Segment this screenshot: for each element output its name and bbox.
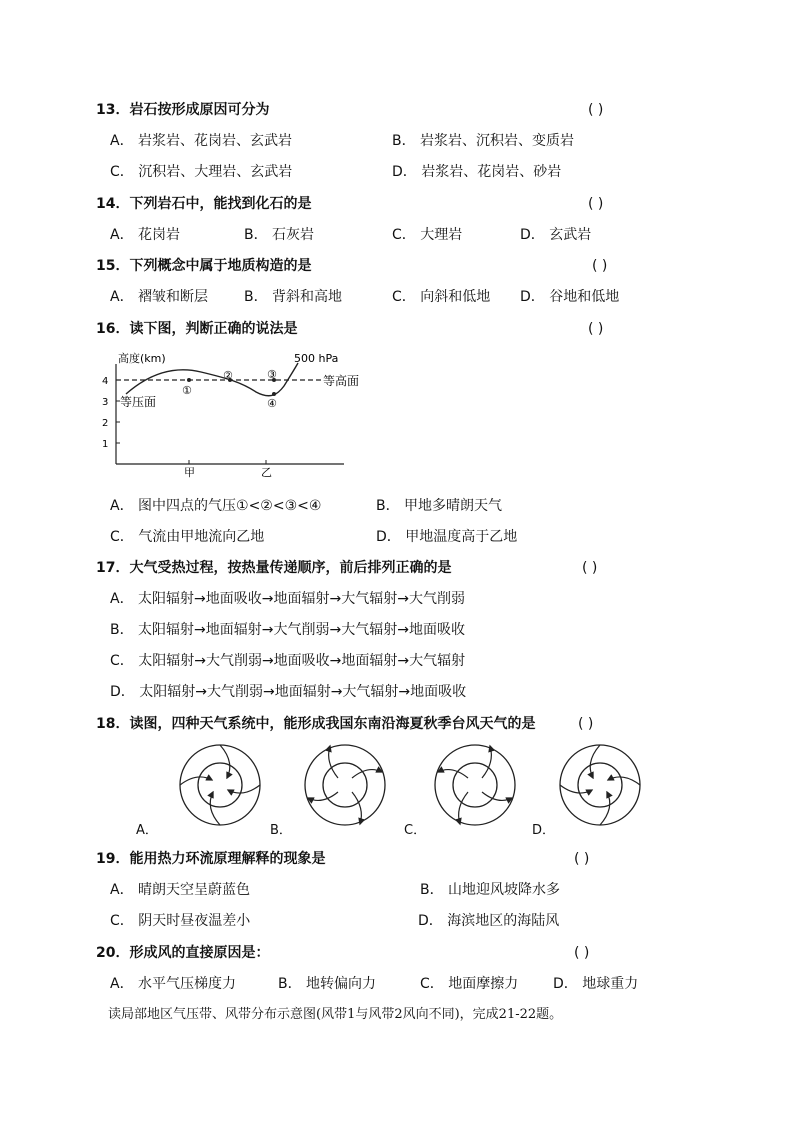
q18-label-a: A．: [136, 823, 158, 838]
isobaric-surface-label: 等压面: [120, 395, 157, 409]
answer-blank-20[interactable]: ( ): [574, 945, 590, 961]
point-4-marker: [272, 392, 276, 396]
q13-option-d: D． 岩浆岩、花岗岩、砂岩: [392, 164, 562, 180]
y-tick: 1: [102, 439, 109, 450]
weather-systems-figure: [120, 740, 660, 840]
q18-label-c: C．: [404, 823, 427, 838]
question-20-stem: 20．形成风的直接原因是：: [96, 945, 270, 961]
q18-label-d: D．: [532, 823, 556, 838]
x-tick-jia: 甲: [184, 466, 195, 479]
q15-option-a: A． 褶皱和断层: [110, 289, 209, 305]
q17-option-c: C． 太阳辐射→大气削弱→地面吸收→地面辐射→大气辐射: [110, 653, 466, 669]
system-a: [180, 745, 260, 825]
question-15-stem: 15．下列概念中属于地质构造的是: [96, 258, 312, 274]
q19-option-a: A． 晴朗天空呈蔚蓝色: [110, 882, 251, 898]
answer-blank-18[interactable]: ( ): [578, 716, 594, 732]
isobar-diagram: [96, 350, 396, 480]
q16-option-a: A． 图中四点的气压①<②<③<④: [110, 498, 322, 514]
q20-option-d: D． 地球重力: [553, 976, 639, 992]
q14-option-b: B． 石灰岩: [244, 227, 315, 243]
q13-option-b: B． 岩浆岩、沉积岩、变质岩: [392, 133, 575, 149]
point-4-label: ④: [267, 397, 277, 410]
q20-option-b: B． 地转偏向力: [278, 976, 377, 992]
x-tick-yi: 乙: [261, 466, 272, 479]
question-17-stem: 17．大气受热过程，按热量传递顺序，前后排列正确的是: [96, 560, 452, 576]
q17-option-b: B． 太阳辐射→地面辐射→大气削弱→大气辐射→地面吸收: [110, 622, 465, 638]
reading-instruction: 读局部地区气压带、风带分布示意图(风带1与风带2风向不同)，完成21-22题。: [108, 1007, 563, 1022]
question-18-stem: 18．读图，四种天气系统中，能形成我国东南沿海夏秋季台风天气的是: [96, 716, 536, 732]
answer-blank-15[interactable]: ( ): [592, 258, 608, 274]
q19-option-b: B． 山地迎风坡降水多: [420, 882, 561, 898]
contour-label: 等高面: [323, 374, 360, 388]
answer-blank-19[interactable]: ( ): [574, 851, 590, 867]
system-b: [305, 745, 385, 825]
question-16-stem: 16．读下图，判断正确的说法是: [96, 321, 298, 337]
q13-option-c: C． 沉积岩、大理岩、玄武岩: [110, 164, 293, 180]
q19-option-d: D． 海滨地区的海陆风: [418, 913, 560, 929]
q14-option-d: D． 玄武岩: [520, 227, 592, 243]
q17-option-a: A． 太阳辐射→地面吸收→地面辐射→大气辐射→大气削弱: [110, 591, 465, 607]
q15-option-b: B． 背斜和高地: [244, 289, 343, 305]
point-1-marker: [187, 378, 191, 382]
q15-option-c: C． 向斜和低地: [392, 289, 491, 305]
question-13-stem: 13．岩石按形成原因可分为: [96, 102, 270, 118]
q20-option-a: A． 水平气压梯度力: [110, 976, 237, 992]
answer-blank-14[interactable]: ( ): [588, 196, 604, 212]
q18-label-b: B．: [270, 823, 292, 838]
system-d: [560, 745, 640, 825]
q15-option-d: D． 谷地和低地: [520, 289, 620, 305]
isobar-label: 500 hPa: [294, 352, 339, 365]
q13-option-a: A． 岩浆岩、花岗岩、玄武岩: [110, 133, 293, 149]
question-19-stem: 19．能用热力环流原理解释的现象是: [96, 851, 326, 867]
q19-option-c: C． 阴天时昼夜温差小: [110, 913, 251, 929]
q14-option-c: C． 大理岩: [392, 227, 463, 243]
system-c: [435, 745, 515, 825]
q20-option-c: C． 地面摩擦力: [420, 976, 519, 992]
q17-option-d: D． 太阳辐射→大气削弱→地面辐射→大气辐射→地面吸收: [110, 684, 467, 700]
y-axis-label: 高度(km): [118, 352, 166, 365]
point-2-label: ②: [223, 369, 233, 382]
answer-blank-17[interactable]: ( ): [582, 560, 598, 576]
point-1-label: ①: [182, 384, 192, 397]
y-tick: 2: [102, 418, 109, 429]
answer-blank-13[interactable]: ( ): [588, 102, 604, 118]
y-tick: 3: [102, 397, 109, 408]
q16-option-c: C． 气流由甲地流向乙地: [110, 529, 265, 545]
q16-option-b: B． 甲地多晴朗天气: [376, 498, 503, 514]
q14-option-a: A． 花岗岩: [110, 227, 181, 243]
point-3-label: ③: [267, 368, 277, 381]
y-tick: 4: [102, 376, 109, 387]
answer-blank-16[interactable]: ( ): [588, 321, 604, 337]
q16-option-d: D． 甲地温度高于乙地: [376, 529, 518, 545]
question-14-stem: 14．下列岩石中，能找到化石的是: [96, 196, 312, 212]
